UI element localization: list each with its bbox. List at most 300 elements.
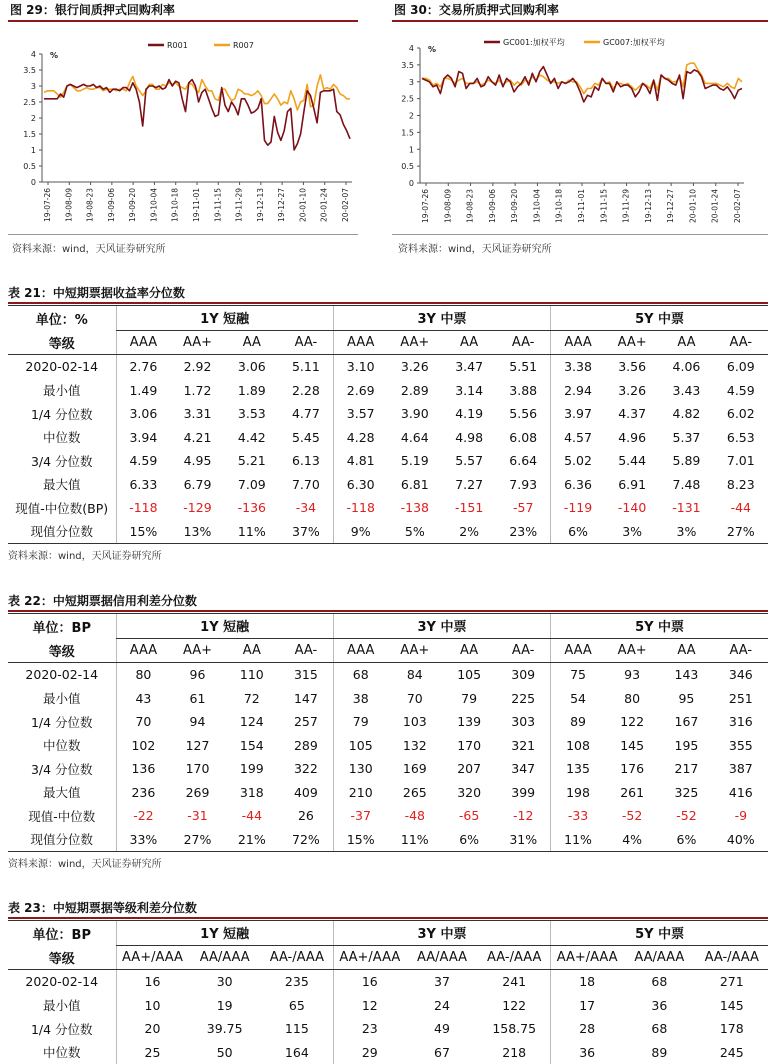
table-cell: 409	[279, 781, 333, 805]
table-cell: 265	[388, 781, 442, 805]
table-cell: 147	[279, 687, 333, 711]
table-cell: 6.08	[496, 426, 550, 450]
table-cell: 38	[333, 687, 387, 711]
table-cell: 15%	[333, 828, 387, 852]
table-cell: 5.51	[496, 355, 550, 379]
x-tick-label: 20-02-07	[733, 189, 742, 223]
table-cell: 145	[605, 734, 659, 758]
table-cell: 198	[551, 781, 605, 805]
table-cell: 6.30	[333, 473, 387, 497]
table-cell: 4.59	[116, 449, 170, 473]
figure-title: 图 30：交易所质押式回购利率	[392, 0, 768, 22]
table-cell: 346	[714, 663, 768, 687]
y-tick-label: 0	[409, 179, 414, 188]
table-cell: 3.43	[659, 379, 713, 403]
table-cell: -52	[605, 804, 659, 828]
table-row	[8, 496, 768, 520]
table-cell: 67	[406, 1041, 478, 1064]
table-cell: 3.47	[442, 355, 496, 379]
row-label: 1/4 分位数	[8, 1017, 116, 1041]
table-cell: 17	[551, 994, 623, 1018]
table-cell: 176	[605, 757, 659, 781]
table-cell: 84	[388, 663, 442, 687]
table-cell: 269	[170, 781, 224, 805]
table-cell: -118	[333, 496, 387, 520]
legend-label: R007	[233, 41, 254, 50]
table-row	[8, 520, 768, 544]
table-cell: 16	[116, 970, 188, 994]
row-label: 2020-02-14	[8, 663, 116, 687]
table-cell: 3.94	[116, 426, 170, 450]
table-cell: 3.88	[496, 379, 550, 403]
legend-label: GC007:加权平均	[603, 37, 665, 47]
table-cell: 79	[442, 687, 496, 711]
table-cell: 11%	[225, 520, 279, 544]
x-tick-label: 19-10-04	[149, 188, 158, 222]
table-cell: 31%	[496, 828, 550, 852]
column-header: AA-/AAA	[261, 945, 333, 970]
column-header: AA/AAA	[188, 945, 260, 970]
table-cell: 199	[225, 757, 279, 781]
table-cell: 7.09	[225, 473, 279, 497]
x-tick-label: 19-08-23	[466, 189, 475, 223]
table-cell: 135	[551, 757, 605, 781]
table-cell: 79	[333, 710, 387, 734]
table-cell: 5.45	[279, 426, 333, 450]
table-cell: 5.57	[442, 449, 496, 473]
table-cell: 136	[116, 757, 170, 781]
table-cell: 6.36	[551, 473, 605, 497]
table-cell: 94	[170, 710, 224, 734]
table-row	[8, 1041, 768, 1064]
table-cell: 321	[496, 734, 550, 758]
table-cell: 6.81	[388, 473, 442, 497]
table-cell: 20	[116, 1017, 188, 1041]
table-cell: 5.19	[388, 449, 442, 473]
table-cell: 4.37	[605, 402, 659, 426]
y-tick-label: 0.5	[23, 162, 36, 171]
series-line-0	[44, 80, 350, 150]
table-cell: 1.49	[116, 379, 170, 403]
table-cell: 320	[442, 781, 496, 805]
table-cell: 139	[442, 710, 496, 734]
x-tick-label: 19-11-29	[622, 189, 631, 223]
table-cell: 11%	[388, 828, 442, 852]
table-cell: 39.75	[188, 1017, 260, 1041]
table-cell: 4.19	[442, 402, 496, 426]
table-cell: 6.33	[116, 473, 170, 497]
column-header: AA	[225, 638, 279, 663]
column-header: AA	[659, 638, 713, 663]
table-cell: 251	[714, 687, 768, 711]
column-header: AA+	[388, 330, 442, 355]
table-row	[8, 781, 768, 805]
y-tick-label: 4	[409, 44, 414, 53]
table-cell: 164	[261, 1041, 333, 1064]
column-header: AA-	[714, 638, 768, 663]
table-row	[8, 994, 768, 1018]
group-header: 3Y 中票	[333, 614, 550, 639]
y-tick-label: 3.5	[23, 66, 36, 75]
table-cell: 127	[170, 734, 224, 758]
column-header: AA/AAA	[406, 945, 478, 970]
table-cell: -44	[714, 496, 768, 520]
unit-label: 单位：%	[8, 306, 116, 331]
header-row-groups	[8, 614, 768, 639]
table-cell: 1.89	[225, 379, 279, 403]
x-tick-label: 19-07-26	[421, 189, 430, 223]
row-label: 3/4 分位数	[8, 757, 116, 781]
table-cell: 309	[496, 663, 550, 687]
table-cell: 4.59	[714, 379, 768, 403]
table-cell: 3.14	[442, 379, 496, 403]
unit-label: 单位：BP	[8, 921, 116, 946]
table-cell: 108	[551, 734, 605, 758]
column-header: AAA	[333, 330, 387, 355]
table-cell: 261	[605, 781, 659, 805]
y-tick-label: 1.5	[23, 130, 36, 139]
table-cell: 23	[333, 1017, 405, 1041]
table-cell: 3.53	[225, 402, 279, 426]
figure-source: 资料来源：wind，天风证券研究所	[12, 240, 166, 255]
table-cell: 1.72	[170, 379, 224, 403]
table-cell: 6.79	[170, 473, 224, 497]
column-header: AAA	[551, 330, 605, 355]
column-header: AA+/AAA	[333, 945, 405, 970]
x-tick-label: 19-10-04	[532, 189, 541, 223]
row-label: 2020-02-14	[8, 355, 116, 379]
table-cell: 6.91	[605, 473, 659, 497]
table-cell: 37%	[279, 520, 333, 544]
table-row	[8, 663, 768, 687]
row-label: 最小值	[8, 687, 116, 711]
grade-label: 等级	[8, 638, 116, 663]
table-cell: -12	[496, 804, 550, 828]
table-row	[8, 1017, 768, 1041]
group-header: 3Y 中票	[333, 306, 550, 331]
header-row-grades	[8, 330, 768, 355]
unit-label: %	[50, 51, 58, 60]
table-cell: 15%	[116, 520, 170, 544]
table-22-source: 资料来源：wind，天风证券研究所	[8, 855, 162, 870]
table-cell: 89	[623, 1041, 695, 1064]
x-tick-label: 19-11-15	[599, 189, 608, 223]
table-cell: 2.28	[279, 379, 333, 403]
table-cell: 61	[170, 687, 224, 711]
table-cell: 154	[225, 734, 279, 758]
table-row	[8, 687, 768, 711]
table-cell: 5.11	[279, 355, 333, 379]
table-cell: 6.02	[714, 402, 768, 426]
y-tick-label: 3	[409, 78, 414, 87]
column-header: AA+/AAA	[551, 945, 623, 970]
table-cell: 5.02	[551, 449, 605, 473]
x-tick-label: 19-09-06	[488, 189, 497, 223]
table-cell: 96	[170, 663, 224, 687]
table-cell: 236	[116, 781, 170, 805]
y-tick-label: 2	[31, 114, 36, 123]
table-cell: -140	[605, 496, 659, 520]
table-cell: -151	[442, 496, 496, 520]
table-cell: 6.09	[714, 355, 768, 379]
table-cell: -136	[225, 496, 279, 520]
table-cell: 3.57	[333, 402, 387, 426]
x-tick-label: 19-09-20	[510, 189, 519, 223]
group-header: 1Y 短融	[116, 306, 333, 331]
unit-label: 单位：BP	[8, 614, 116, 639]
table-cell: 158.75	[478, 1017, 550, 1041]
table-cell: 70	[388, 687, 442, 711]
table-cell: 3.06	[225, 355, 279, 379]
table-cell: 145	[696, 994, 768, 1018]
table-cell: 271	[696, 970, 768, 994]
table-cell: -34	[279, 496, 333, 520]
figure-30	[392, 0, 768, 260]
table-row	[8, 355, 768, 379]
y-tick-label: 3.5	[401, 61, 414, 70]
column-header: AA	[442, 638, 496, 663]
table-cell: 43	[116, 687, 170, 711]
legend-label: R001	[167, 41, 188, 50]
column-header: AA+	[170, 330, 224, 355]
table-row	[8, 379, 768, 403]
table-cell: 103	[388, 710, 442, 734]
row-label: 最小值	[8, 379, 116, 403]
table-cell: 19	[188, 994, 260, 1018]
table-cell: -9	[714, 804, 768, 828]
table-cell: 4.28	[333, 426, 387, 450]
table-cell: 16	[333, 970, 405, 994]
table-cell: 4.82	[659, 402, 713, 426]
table-cell: 72	[225, 687, 279, 711]
table-cell: -44	[225, 804, 279, 828]
table-cell: 316	[714, 710, 768, 734]
table-row	[8, 734, 768, 758]
column-header: AA-	[279, 330, 333, 355]
column-header: AAA	[116, 330, 170, 355]
table-row	[8, 473, 768, 497]
table-cell: 132	[388, 734, 442, 758]
x-tick-label: 19-09-20	[128, 188, 137, 222]
table-cell: 13%	[170, 520, 224, 544]
column-header: AA+	[388, 638, 442, 663]
table-cell: 102	[116, 734, 170, 758]
table-cell: 110	[225, 663, 279, 687]
table-cell: 3.56	[605, 355, 659, 379]
figure-title: 图 29：银行间质押式回购利率	[8, 0, 358, 22]
table-cell: 257	[279, 710, 333, 734]
x-tick-label: 19-08-23	[86, 188, 95, 222]
table-cell: 289	[279, 734, 333, 758]
x-tick-label: 19-08-09	[64, 188, 73, 222]
table-cell: 7.48	[659, 473, 713, 497]
row-label: 中位数	[8, 1041, 116, 1064]
column-header: AA-	[279, 638, 333, 663]
group-header: 5Y 中票	[551, 614, 768, 639]
table-cell: 18	[551, 970, 623, 994]
table-cell: 29	[333, 1041, 405, 1064]
table-cell: 68	[623, 970, 695, 994]
x-tick-label: 20-01-24	[711, 189, 720, 223]
table-cell: 50	[188, 1041, 260, 1064]
table-cell: 355	[714, 734, 768, 758]
table-cell: 4%	[605, 828, 659, 852]
table-cell: 2.76	[116, 355, 170, 379]
row-label: 3/4 分位数	[8, 449, 116, 473]
row-label: 现值-中位数(BP)	[8, 496, 116, 520]
table-cell: -118	[116, 496, 170, 520]
table-cell: 4.64	[388, 426, 442, 450]
table-cell: 93	[605, 663, 659, 687]
column-header: AA+/AAA	[116, 945, 188, 970]
x-tick-label: 19-11-01	[192, 188, 201, 222]
column-header: AAA	[551, 638, 605, 663]
table-cell: 4.42	[225, 426, 279, 450]
y-tick-label: 0.5	[401, 162, 414, 171]
table-row	[8, 828, 768, 852]
table-cell: 9%	[333, 520, 387, 544]
table-cell: 5.37	[659, 426, 713, 450]
grade-label: 等级	[8, 945, 116, 970]
y-tick-label: 1	[31, 146, 36, 155]
column-header: AAA	[333, 638, 387, 663]
table-cell: 2.89	[388, 379, 442, 403]
table-cell: 8.23	[714, 473, 768, 497]
x-tick-label: 19-10-18	[555, 189, 564, 223]
column-header: AAA	[116, 638, 170, 663]
table-cell: 399	[496, 781, 550, 805]
table-cell: 4.21	[170, 426, 224, 450]
y-tick-label: 4	[31, 50, 36, 59]
column-header: AA+	[605, 330, 659, 355]
table-cell: -57	[496, 496, 550, 520]
table-cell: 124	[225, 710, 279, 734]
column-header: AA-/AAA	[696, 945, 768, 970]
y-tick-label: 0	[31, 178, 36, 187]
table-cell: 12	[333, 994, 405, 1018]
table-cell: 54	[551, 687, 605, 711]
x-tick-label: 19-11-15	[213, 188, 222, 222]
table-cell: 170	[442, 734, 496, 758]
table-cell: 68	[623, 1017, 695, 1041]
table-cell: 37	[406, 970, 478, 994]
column-header: AA+	[605, 638, 659, 663]
table-cell: 7.70	[279, 473, 333, 497]
group-header: 1Y 短融	[116, 921, 333, 946]
table-cell: 235	[261, 970, 333, 994]
table-22-title: 表 22：中短期票据信用利差分位数	[8, 592, 768, 612]
table-cell: 241	[478, 970, 550, 994]
grade-label: 等级	[8, 330, 116, 355]
row-label: 现值分位数	[8, 828, 116, 852]
x-tick-label: 20-01-10	[298, 188, 307, 222]
x-tick-label: 20-01-10	[688, 189, 697, 223]
table-cell: 26	[279, 804, 333, 828]
column-header: AA-	[496, 638, 550, 663]
row-label: 中位数	[8, 426, 116, 450]
table-cell: 303	[496, 710, 550, 734]
table-cell: -119	[551, 496, 605, 520]
table-cell: -131	[659, 496, 713, 520]
group-header: 5Y 中票	[551, 921, 768, 946]
table-cell: 315	[279, 663, 333, 687]
row-label: 2020-02-14	[8, 970, 116, 994]
column-header: AA/AAA	[623, 945, 695, 970]
chart-29	[8, 26, 358, 226]
series-line-0	[422, 67, 742, 102]
table-cell: 3%	[659, 520, 713, 544]
row-label: 现值分位数	[8, 520, 116, 544]
table-cell: 122	[605, 710, 659, 734]
table-cell: 10	[116, 994, 188, 1018]
y-tick-label: 3	[31, 82, 36, 91]
table-cell: 218	[478, 1041, 550, 1064]
table-cell: 70	[116, 710, 170, 734]
table-cell: 170	[170, 757, 224, 781]
table-cell: 5.89	[659, 449, 713, 473]
table-cell: 7.27	[442, 473, 496, 497]
table-cell: 4.06	[659, 355, 713, 379]
table-23-title: 表 23：中短期票据等级利差分位数	[8, 899, 768, 919]
table-row	[8, 426, 768, 450]
table-cell: 40%	[714, 828, 768, 852]
header-row-grades	[8, 638, 768, 663]
table-cell: 167	[659, 710, 713, 734]
table-cell: 36	[623, 994, 695, 1018]
table-cell: 36	[551, 1041, 623, 1064]
table-cell: 24	[406, 994, 478, 1018]
table-cell: 5.21	[225, 449, 279, 473]
table-cell: 80	[116, 663, 170, 687]
table-23	[8, 920, 768, 1064]
table-cell: 27%	[714, 520, 768, 544]
table-cell: 2.69	[333, 379, 387, 403]
table-cell: 6.53	[714, 426, 768, 450]
y-tick-label: 2	[409, 112, 414, 121]
group-header: 3Y 中票	[333, 921, 550, 946]
divider	[392, 234, 768, 235]
row-label: 最大值	[8, 473, 116, 497]
table-cell: 68	[333, 663, 387, 687]
table-22	[8, 613, 768, 852]
table-cell: 4.57	[551, 426, 605, 450]
table-cell: -31	[170, 804, 224, 828]
group-header: 5Y 中票	[551, 306, 768, 331]
table-cell: 195	[659, 734, 713, 758]
series-line-1	[422, 63, 742, 93]
table-cell: -138	[388, 496, 442, 520]
header-row-grades	[8, 945, 768, 970]
table-row	[8, 449, 768, 473]
table-row	[8, 402, 768, 426]
header-row-groups	[8, 306, 768, 331]
table-cell: 3.38	[551, 355, 605, 379]
table-21-source: 资料来源：wind，天风证券研究所	[8, 547, 162, 562]
table-cell: 6.13	[279, 449, 333, 473]
table-row	[8, 710, 768, 734]
table-cell: 89	[551, 710, 605, 734]
table-cell: 4.96	[605, 426, 659, 450]
table-cell: 3.90	[388, 402, 442, 426]
table-cell: 65	[261, 994, 333, 1018]
table-cell: 115	[261, 1017, 333, 1041]
table-cell: 7.93	[496, 473, 550, 497]
table-row	[8, 970, 768, 994]
table-cell: 207	[442, 757, 496, 781]
y-tick-label: 1	[409, 145, 414, 154]
table-cell: 4.98	[442, 426, 496, 450]
table-cell: 80	[605, 687, 659, 711]
